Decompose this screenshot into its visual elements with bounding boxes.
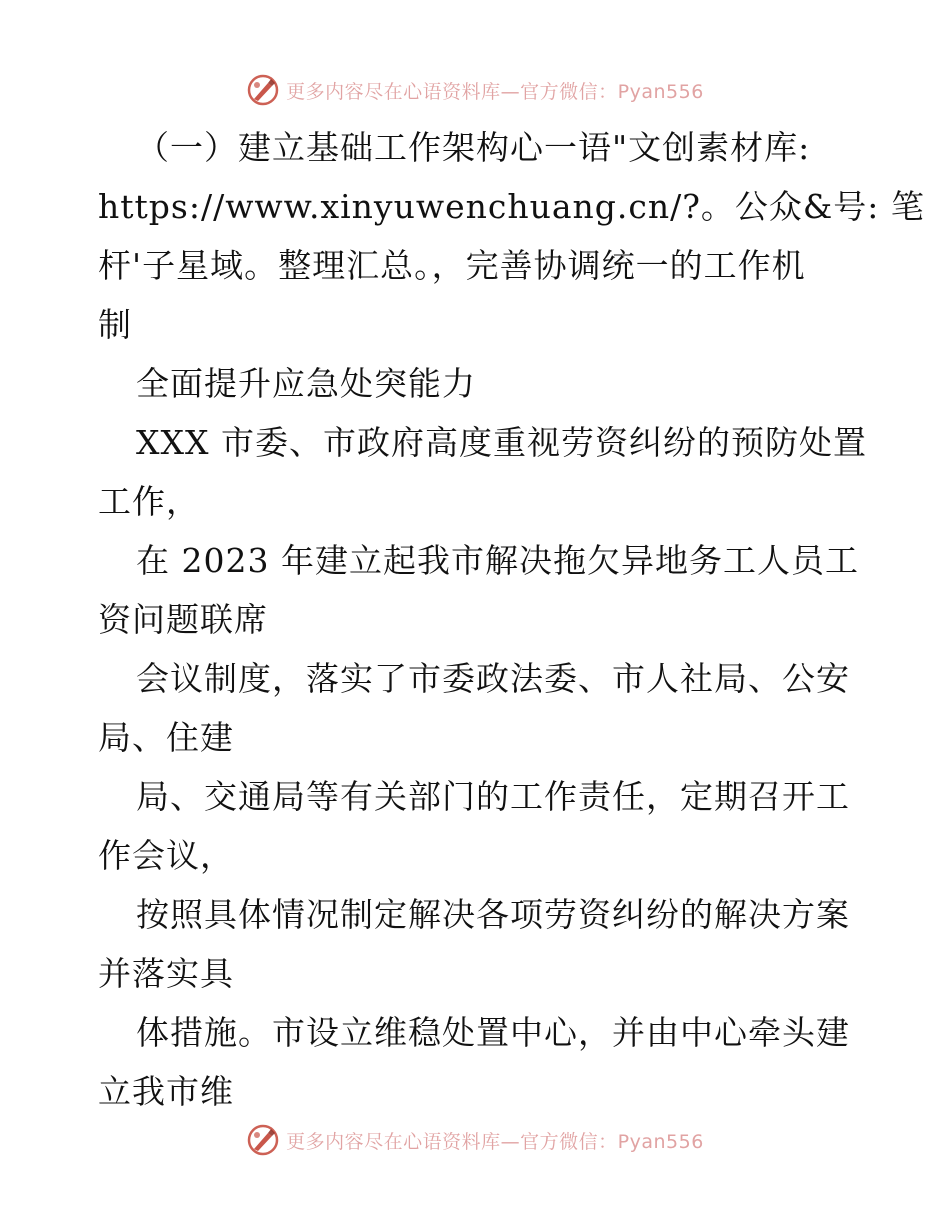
text-line: 立我市维 bbox=[98, 1072, 234, 1111]
text-line: 工作， bbox=[98, 482, 200, 521]
text-line: 在 2023 年建立起我市解决拖欠异地务工人员工 bbox=[136, 541, 859, 580]
paragraph-line bbox=[98, 590, 858, 649]
text-line: 局、住建 bbox=[98, 718, 234, 757]
document-body bbox=[98, 118, 925, 1121]
paragraph-line bbox=[98, 118, 858, 177]
paragraph-line bbox=[98, 236, 858, 295]
paragraph-line bbox=[98, 177, 925, 236]
paragraph-line bbox=[98, 295, 858, 354]
paragraph-line bbox=[98, 354, 858, 413]
text-line: （一）建立基础工作架构心一语"文创素材库: bbox=[136, 128, 811, 167]
paragraph-line bbox=[98, 472, 858, 531]
paragraph-line bbox=[98, 885, 858, 944]
watermark-text: 更多内容尽在心语资料库—官方微信：Pyan556 bbox=[286, 80, 704, 103]
text-line: 作会议， bbox=[98, 836, 234, 875]
text-line: 杆'子星域。整理汇总。，完善协调统一的工作机 bbox=[98, 246, 806, 285]
paragraph-line bbox=[98, 708, 858, 767]
pen-logo-icon bbox=[246, 73, 280, 107]
header-watermark bbox=[0, 70, 950, 110]
paragraph-line bbox=[98, 413, 867, 472]
text-line: 会议制度，落实了市委政法委、市人社局、公安 bbox=[136, 659, 850, 698]
paragraph-line bbox=[98, 1003, 858, 1062]
footer-watermark bbox=[0, 1120, 950, 1160]
text-line: 制 bbox=[98, 305, 132, 344]
text-line: XXX 市委、市政府高度重视劳资纠纷的预防处置 bbox=[136, 423, 867, 462]
text-line: 全面提升应急处突能力 bbox=[136, 364, 476, 403]
text-line: 局、交通局等有关部门的工作责任，定期召开工 bbox=[136, 777, 850, 816]
paragraph-line bbox=[98, 531, 858, 590]
paragraph-line bbox=[98, 1062, 858, 1121]
text-line: 资问题联席 bbox=[98, 600, 268, 639]
text-line: 并落实具 bbox=[98, 954, 234, 993]
paragraph-line bbox=[98, 767, 858, 826]
pen-logo-icon bbox=[246, 1123, 280, 1157]
paragraph-line bbox=[98, 649, 858, 708]
text-line: 体措施。市设立维稳处置中心，并由中心牵头建 bbox=[136, 1013, 850, 1052]
text-line: 按照具体情况制定解决各项劳资纠纷的解决方案 bbox=[136, 895, 850, 934]
watermark-text: 更多内容尽在心语资料库—官方微信：Pyan556 bbox=[286, 1130, 704, 1153]
paragraph-line bbox=[98, 826, 858, 885]
text-line: https://www.xinyuwenchuang.cn/?。公众&号: 笔 bbox=[98, 187, 925, 226]
paragraph-line bbox=[98, 944, 858, 1003]
